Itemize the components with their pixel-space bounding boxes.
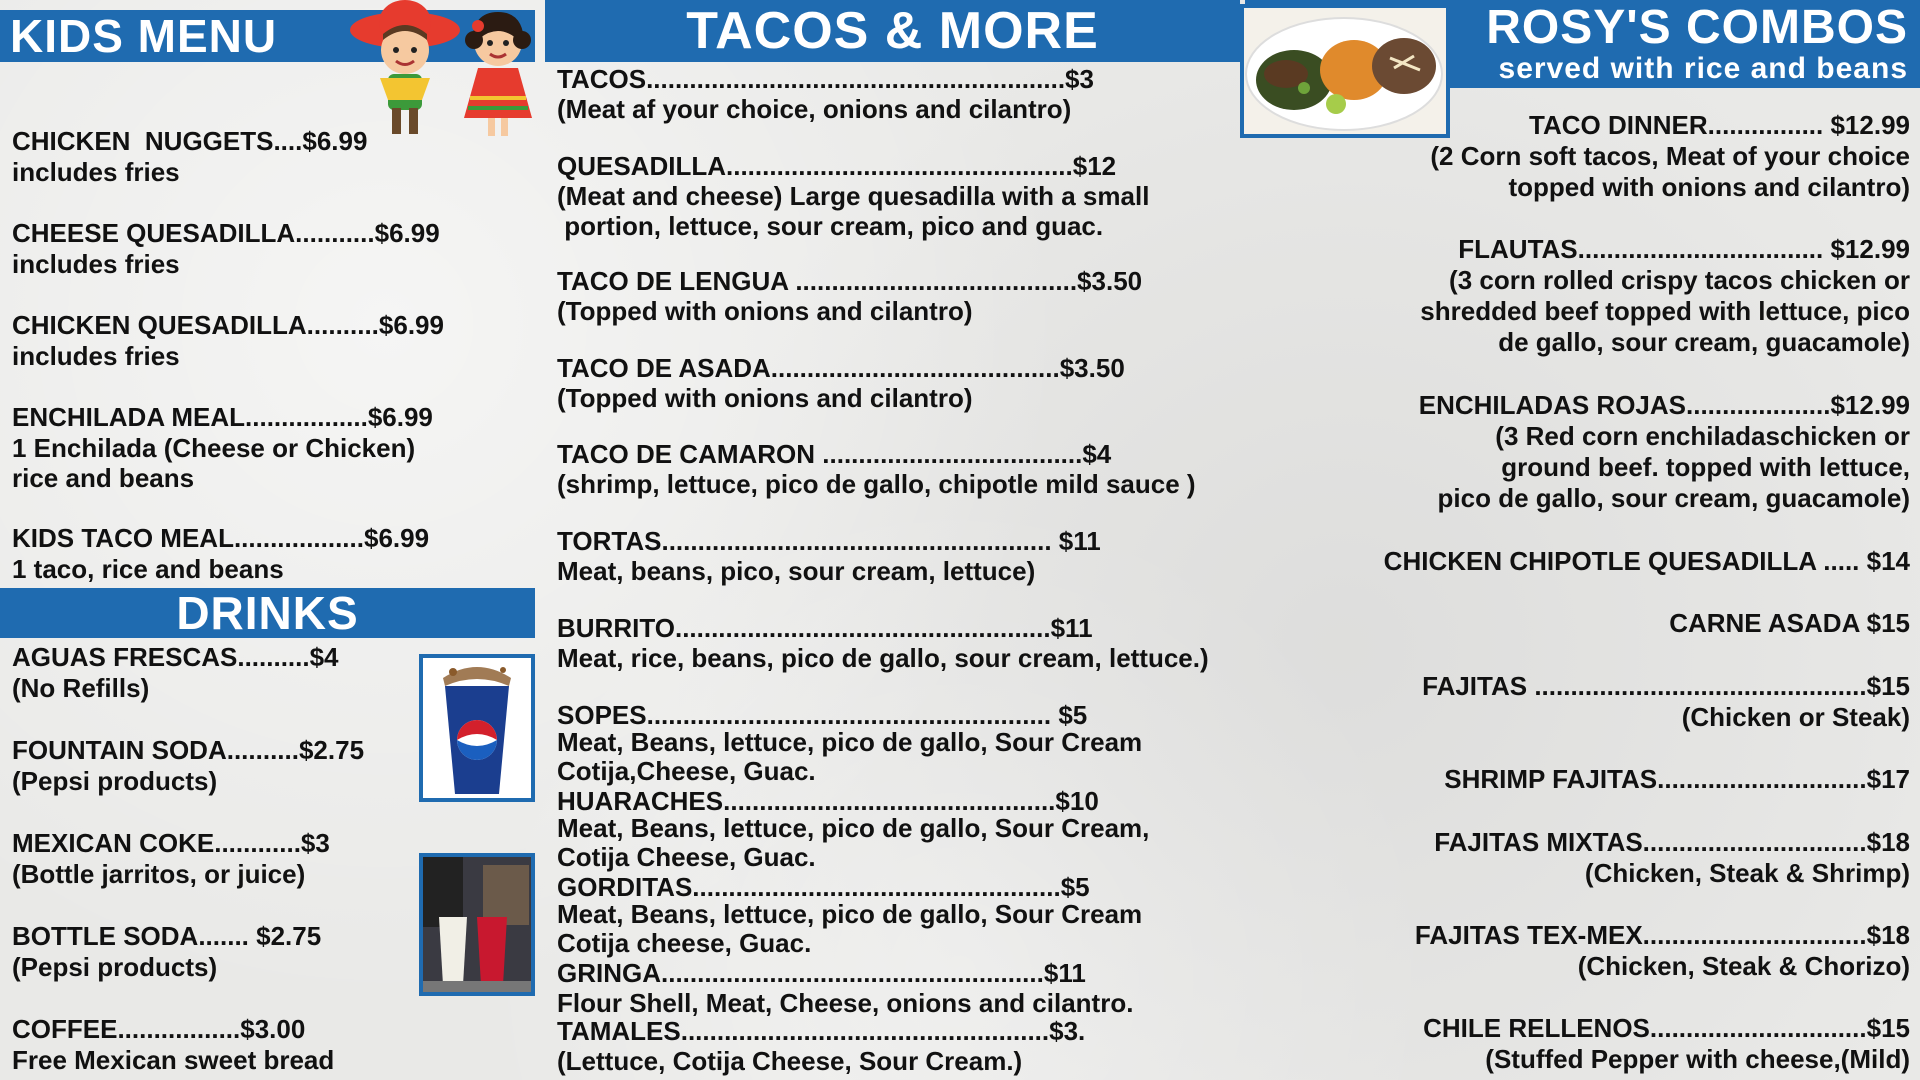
tacos-item-desc: (Meat af your choice, onions and cilantro) bbox=[557, 94, 1072, 124]
tacos-item-name: TACO DE ASADA........................................$3.50 bbox=[557, 353, 1125, 383]
tacos-item-name: HUARACHES..............................................$10 bbox=[557, 786, 1099, 816]
combo-item-name: CHILE RELLENOS..............................$15 bbox=[1423, 1013, 1910, 1043]
kids-item-name: CHICKEN QUESADILLA..........$6.99 bbox=[12, 310, 444, 340]
tacos-item-desc: (Topped with onions and cilantro) bbox=[557, 296, 973, 326]
combo-item-desc: (Stuffed Pepper with cheese,(Mild) bbox=[1485, 1044, 1910, 1074]
tacos-item-name: BURRITO....................................................$11 bbox=[557, 613, 1093, 643]
tacos-item-desc: Meat, Beans, lettuce, pico de gallo, Sour Cream, Cotija Cheese, Guac. bbox=[557, 813, 1150, 872]
combo-item-name: FLAUTAS.................................. $12.99 bbox=[1458, 234, 1910, 264]
drink-item-name: MEXICAN COKE............$3 bbox=[12, 828, 330, 858]
drink-item-desc: (Bottle jarritos, or juice) bbox=[12, 859, 306, 889]
taco-plate-icon bbox=[1240, 4, 1450, 138]
combo-item-name: TACO DINNER................ $12.99 bbox=[1529, 110, 1910, 140]
combo-item-desc: (Chicken, Steak & Chorizo) bbox=[1577, 951, 1910, 981]
combo-item-desc: (Chicken or Steak) bbox=[1681, 702, 1910, 732]
kids-item-name: CHICKEN NUGGETS....$6.99 bbox=[12, 126, 368, 156]
tacos-item-desc: Meat, beans, pico, sour cream, lettuce) bbox=[557, 556, 1036, 586]
tacos-item-desc: (shrimp, lettuce, pico de gallo, chipotle mild sauce ) bbox=[557, 469, 1196, 499]
kids-item-desc: includes fries bbox=[12, 249, 180, 279]
combo-item-name: SHRIMP FAJITAS.............................$17 bbox=[1444, 764, 1910, 794]
combo-item-name: FAJITAS ..............................................$15 bbox=[1422, 671, 1910, 701]
combo-item-desc: (3 corn rolled crispy tacos chicken or shredded beef topped with lettuce, pico de gallo, sour cream, guacamole) bbox=[1420, 265, 1910, 357]
tacos-item-name: TACO DE CAMARON ....................................$4 bbox=[557, 439, 1112, 469]
kids-menu-title: KIDS MENU bbox=[10, 10, 278, 62]
drinks-header bbox=[0, 588, 535, 638]
kids-item-desc: includes fries bbox=[12, 341, 180, 371]
combo-item-desc: (2 Corn soft tacos, Meat of your choice topped with onions and cilantro) bbox=[1430, 141, 1910, 202]
kids-item-name: KIDS TACO MEAL..................$6.99 bbox=[12, 523, 430, 553]
drink-item-name: COFFEE.................$3.00 bbox=[12, 1014, 306, 1044]
tacos-item-desc: Meat, Beans, lettuce, pico de gallo, Sour Cream Cotija cheese, Guac. bbox=[557, 899, 1143, 958]
aguas-frescas-icon bbox=[419, 853, 535, 996]
tacos-item-name: TAMALES...................................................$3. bbox=[557, 1016, 1086, 1046]
tacos-item-desc: Meat, rice, beans, pico de gallo, sour cream, lettuce.) bbox=[557, 643, 1209, 673]
pepsi-cup-icon bbox=[419, 654, 535, 802]
drink-item-desc: (No Refills) bbox=[12, 673, 150, 703]
drinks-title: DRINKS bbox=[176, 587, 359, 639]
tacos-item-name: TACOS..........................................................$3 bbox=[557, 64, 1094, 94]
tacos-item-name: GRINGA.....................................................$11 bbox=[557, 958, 1086, 988]
tacos-more-header bbox=[545, 0, 1240, 62]
kids-item-name: ENCHILADA MEAL.................$6.99 bbox=[12, 402, 433, 432]
drink-item-desc: (Pepsi products) bbox=[12, 766, 218, 796]
combo-item-name: ENCHILADAS ROJAS....................$12.99 bbox=[1418, 390, 1910, 420]
kids-item-desc: 1 taco, rice and beans bbox=[12, 554, 284, 584]
combo-item-name: FAJITAS TEX-MEX...............................$18 bbox=[1414, 920, 1910, 950]
tacos-more-title: TACOS & MORE bbox=[686, 2, 1099, 60]
drink-item-name: AGUAS FRESCAS..........$4 bbox=[12, 642, 339, 672]
drink-item-desc: Free Mexican sweet bread bbox=[12, 1045, 335, 1075]
combos-subtitle: served with rice and beans bbox=[1498, 52, 1908, 85]
kids-illustration-icon bbox=[350, 0, 545, 140]
kids-item-name: CHEESE QUESADILLA...........$6.99 bbox=[12, 218, 440, 248]
drink-item-name: FOUNTAIN SODA..........$2.75 bbox=[12, 735, 365, 765]
tacos-item-desc: (Lettuce, Cotija Cheese, Sour Cream.) bbox=[557, 1046, 1023, 1076]
combo-item-desc: (3 Red corn enchiladaschicken or ground beef. topped with lettuce, pico de gallo, sour cream, guacamole) bbox=[1437, 421, 1910, 513]
combo-item-name: CHICKEN CHIPOTLE QUESADILLA ..... $14 bbox=[1383, 546, 1910, 576]
tacos-item-desc: (Meat and cheese) Large quesadilla with a small portion, lettuce, sour cream, pico and guac. bbox=[557, 181, 1150, 241]
tacos-item-name: TACO DE LENGUA .......................................$3.50 bbox=[557, 266, 1143, 296]
kids-item-desc: 1 Enchilada (Cheese or Chicken) rice and beans bbox=[12, 433, 416, 493]
tacos-item-name: QUESADILLA................................................$12 bbox=[557, 151, 1117, 181]
kids-item-desc: includes fries bbox=[12, 157, 180, 187]
tacos-item-desc: Flour Shell, Meat, Cheese, onions and cilantro. bbox=[557, 988, 1134, 1018]
tacos-item-name: GORDITAS...................................................$5 bbox=[557, 872, 1090, 902]
drink-item-desc: (Pepsi products) bbox=[12, 952, 218, 982]
drink-item-name: BOTTLE SODA....... $2.75 bbox=[12, 921, 322, 951]
tacos-item-desc: Meat, Beans, lettuce, pico de gallo, Sour Cream Cotija,Cheese, Guac. bbox=[557, 727, 1143, 786]
combo-item-name: CARNE ASADA $15 bbox=[1669, 608, 1910, 638]
tacos-item-name: SOPES........................................................ $5 bbox=[557, 700, 1088, 730]
tacos-item-desc: (Topped with onions and cilantro) bbox=[557, 383, 973, 413]
tacos-item-name: TORTAS...................................................... $11 bbox=[557, 526, 1101, 556]
combo-item-name: FAJITAS MIXTAS...............................$18 bbox=[1434, 827, 1910, 857]
combos-title: ROSY'S COMBOS bbox=[1486, 1, 1908, 54]
combo-item-desc: (Chicken, Steak & Shrimp) bbox=[1584, 858, 1910, 888]
